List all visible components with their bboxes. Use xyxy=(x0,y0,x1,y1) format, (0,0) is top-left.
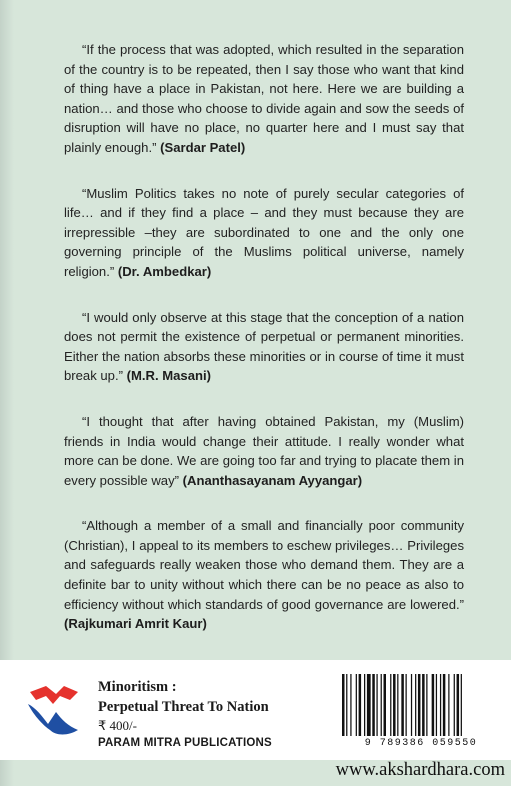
quote-text: “Muslim Politics takes no note of purely secular categories of life… and if they find a place – and they must because they are irrepressible –they are subordinated to one and the only one governing principle of the Muslims political universe, namely religion.” xyxy=(64,185,464,279)
barcode-bar xyxy=(411,674,412,736)
barcode-bar xyxy=(454,674,455,736)
barcode-bar xyxy=(406,674,407,736)
barcode-bar xyxy=(401,674,404,736)
quote-sardar-patel xyxy=(64,40,464,158)
quote-amrit-kaur xyxy=(64,516,464,634)
barcode-bar xyxy=(350,674,351,736)
quote-author: (Ananthasayanam Ayyangar) xyxy=(182,472,363,488)
barcode-bar xyxy=(359,674,362,736)
logo-red-wing xyxy=(30,686,78,704)
book-title-line2: Perpetual Threat To Nation xyxy=(98,699,269,715)
barcode-bar xyxy=(436,674,437,736)
barcode-bar xyxy=(415,674,416,736)
param-mitra-logo-icon xyxy=(26,686,80,736)
barcode-bar xyxy=(342,674,345,736)
barcode-bar xyxy=(397,674,398,736)
barcode-bar xyxy=(390,674,391,736)
barcode-bar xyxy=(381,674,382,736)
barcode-bar xyxy=(372,674,375,736)
barcode-bar xyxy=(418,674,421,736)
barcode-bar xyxy=(457,674,460,736)
barcode-bar xyxy=(393,674,396,736)
publisher-name: PARAM MITRA PUBLICATIONS xyxy=(98,737,272,749)
barcode-bar xyxy=(432,674,435,736)
quote-ayyangar xyxy=(64,412,464,490)
barcode-bar xyxy=(440,674,441,736)
barcode-bar xyxy=(384,674,387,736)
book-title xyxy=(98,677,269,717)
website-watermark: www.akshardhara.com xyxy=(335,760,505,780)
quote-text: “Although a member of a small and financially poor community (Christian), I appeal to its members to eschew privileges… Privileges and safeguards really weaken those who demand them. They are a definite bar to unity without which there can be no peace as also to efficiency without which standards of good governance are lowered.” xyxy=(64,518,464,612)
barcode-bar xyxy=(364,674,365,736)
barcode-bar xyxy=(426,674,427,736)
quote-author: (M.R. Masani) xyxy=(126,368,211,384)
barcode-bar xyxy=(448,674,449,736)
quote-masani xyxy=(64,308,464,386)
barcode-bar xyxy=(461,674,462,736)
barcode-bar xyxy=(356,674,357,736)
quote-author: (Dr. Ambedkar) xyxy=(117,263,212,279)
quote-text: “If the process that was adopted, which resulted in the separation of the country is to be repeated, then I say those who want that kind of thing have a place in Pakistan, not here. Here we are building a nation… and those who choose to divide again and sow the seeds of disruption will have no place, no quarter here and I must say that plainly enough.” xyxy=(64,42,464,155)
barcode-digits: 9 789386 059550 xyxy=(364,738,478,749)
logo-blue-swoosh xyxy=(28,704,78,735)
quote-author: (Rajkumari Amrit Kaur) xyxy=(64,616,207,632)
barcode-bar xyxy=(376,674,377,736)
barcode-bar xyxy=(346,674,347,736)
quote-ambedkar xyxy=(64,184,464,282)
quote-text: “I thought that after having obtained Pakistan, my (Muslim) friends in India would change their attitude. I really wonder what more can be done. We are going too far and trying to placate them in every possible way” xyxy=(64,413,464,488)
quotes-section xyxy=(64,40,464,660)
barcode-bar xyxy=(443,674,446,736)
barcode-bar xyxy=(422,674,425,736)
book-title-line1: Minoritism : xyxy=(98,679,177,695)
barcode-bar xyxy=(367,674,371,736)
quote-text: “I would only observe at this stage that the conception of a nation does not permit the existence of perpetual or permanent minorities. Either the nation absorbs these minorities or in course of time it must break up.” xyxy=(64,309,464,384)
book-price: ₹ 400/- xyxy=(98,718,137,733)
quote-author: (Sardar Patel) xyxy=(160,139,246,155)
